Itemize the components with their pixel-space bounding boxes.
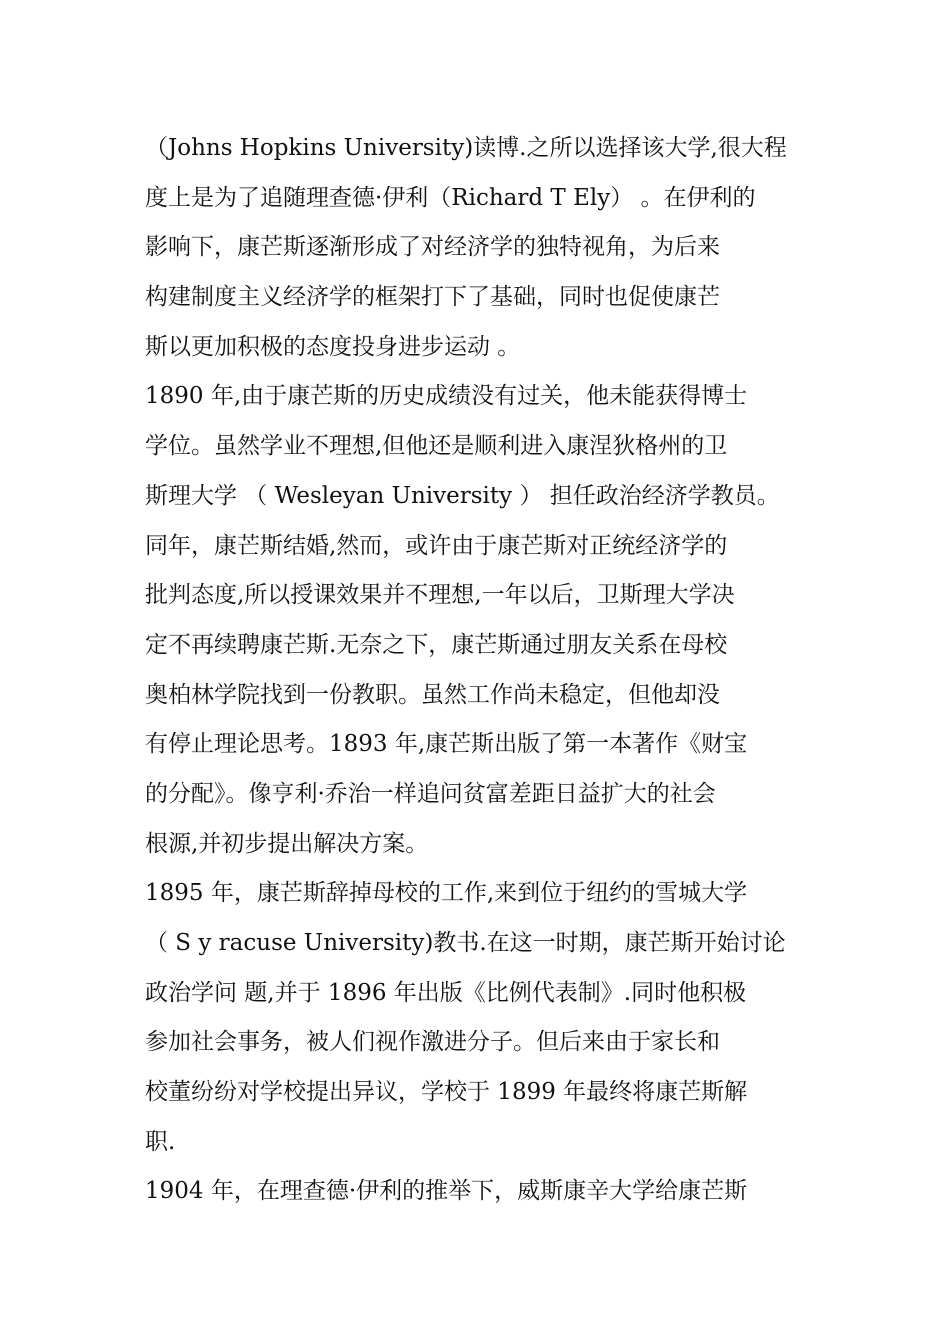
text-line: 1904 年，在理查德·伊利的推举下，威斯康辛大学给康芒斯 bbox=[145, 1178, 748, 1205]
text-line: 职. bbox=[145, 1128, 176, 1155]
text-line: 构建制度主义经济学的框架打下了基础，同时也促使康芒 bbox=[145, 284, 720, 311]
text-line: 斯理大学 （ Wesleyan University ） 担任政治经济学教员。 bbox=[145, 482, 780, 509]
text-line: 度上是为了追随理查德·伊利（Richard T Ely） 。在伊利的 bbox=[145, 184, 756, 211]
text-line: 同年，康芒斯结婚,然而，或许由于康芒斯对正统经济学的 bbox=[145, 532, 728, 559]
text-line: 1890 年,由于康芒斯的历史成绩没有过关，他未能获得博士 bbox=[145, 383, 748, 410]
text-line: 校董纷纷对学校提出异议，学校于 1899 年最终将康芒斯解 bbox=[145, 1079, 748, 1106]
text-line: 1895 年，康芒斯辞掉母校的工作,来到位于纽约的雪城大学 bbox=[145, 880, 748, 907]
text-line: （Johns Hopkins University)读博.之所以选择该大学,很大程 bbox=[145, 135, 787, 161]
text-line: 批判态度,所以授课效果并不理想,一年以后，卫斯理大学决 bbox=[145, 582, 735, 609]
text-line: （ S y racuse University)教书.在这一时期，康芒斯开始讨论 bbox=[145, 930, 786, 956]
text-line: 斯以更加积极的态度投身进步运动 。 bbox=[145, 333, 521, 360]
document-body bbox=[145, 124, 805, 1217]
text-line: 学位。虽然学业不理想,但他还是顺利进入康涅狄格州的卫 bbox=[145, 433, 728, 460]
text-line: 的分配》。像亨利·乔治一样追问贫富差距日益扩大的社会 bbox=[145, 780, 716, 807]
text-line: 根源,并初步提出解决方案。 bbox=[145, 830, 429, 857]
text-line: 参加社会事务，被人们视作激进分子。但后来由于家长和 bbox=[145, 1029, 720, 1056]
text-line: 政治学问 题,并于 1896 年出版《比例代表制》.同时他积极 bbox=[145, 979, 747, 1006]
text-line: 影响下，康芒斯逐渐形成了对经济学的独特视角，为后来 bbox=[145, 234, 720, 261]
text-line: 定不再续聘康芒斯.无奈之下，康芒斯通过朋友关系在母校 bbox=[145, 631, 728, 658]
text-line: 奥柏林学院找到一份教职。虽然工作尚未稳定，但他却没 bbox=[145, 681, 720, 708]
text-line: 有停止理论思考。1893 年,康芒斯出版了第一本著作《财宝 bbox=[145, 731, 748, 758]
